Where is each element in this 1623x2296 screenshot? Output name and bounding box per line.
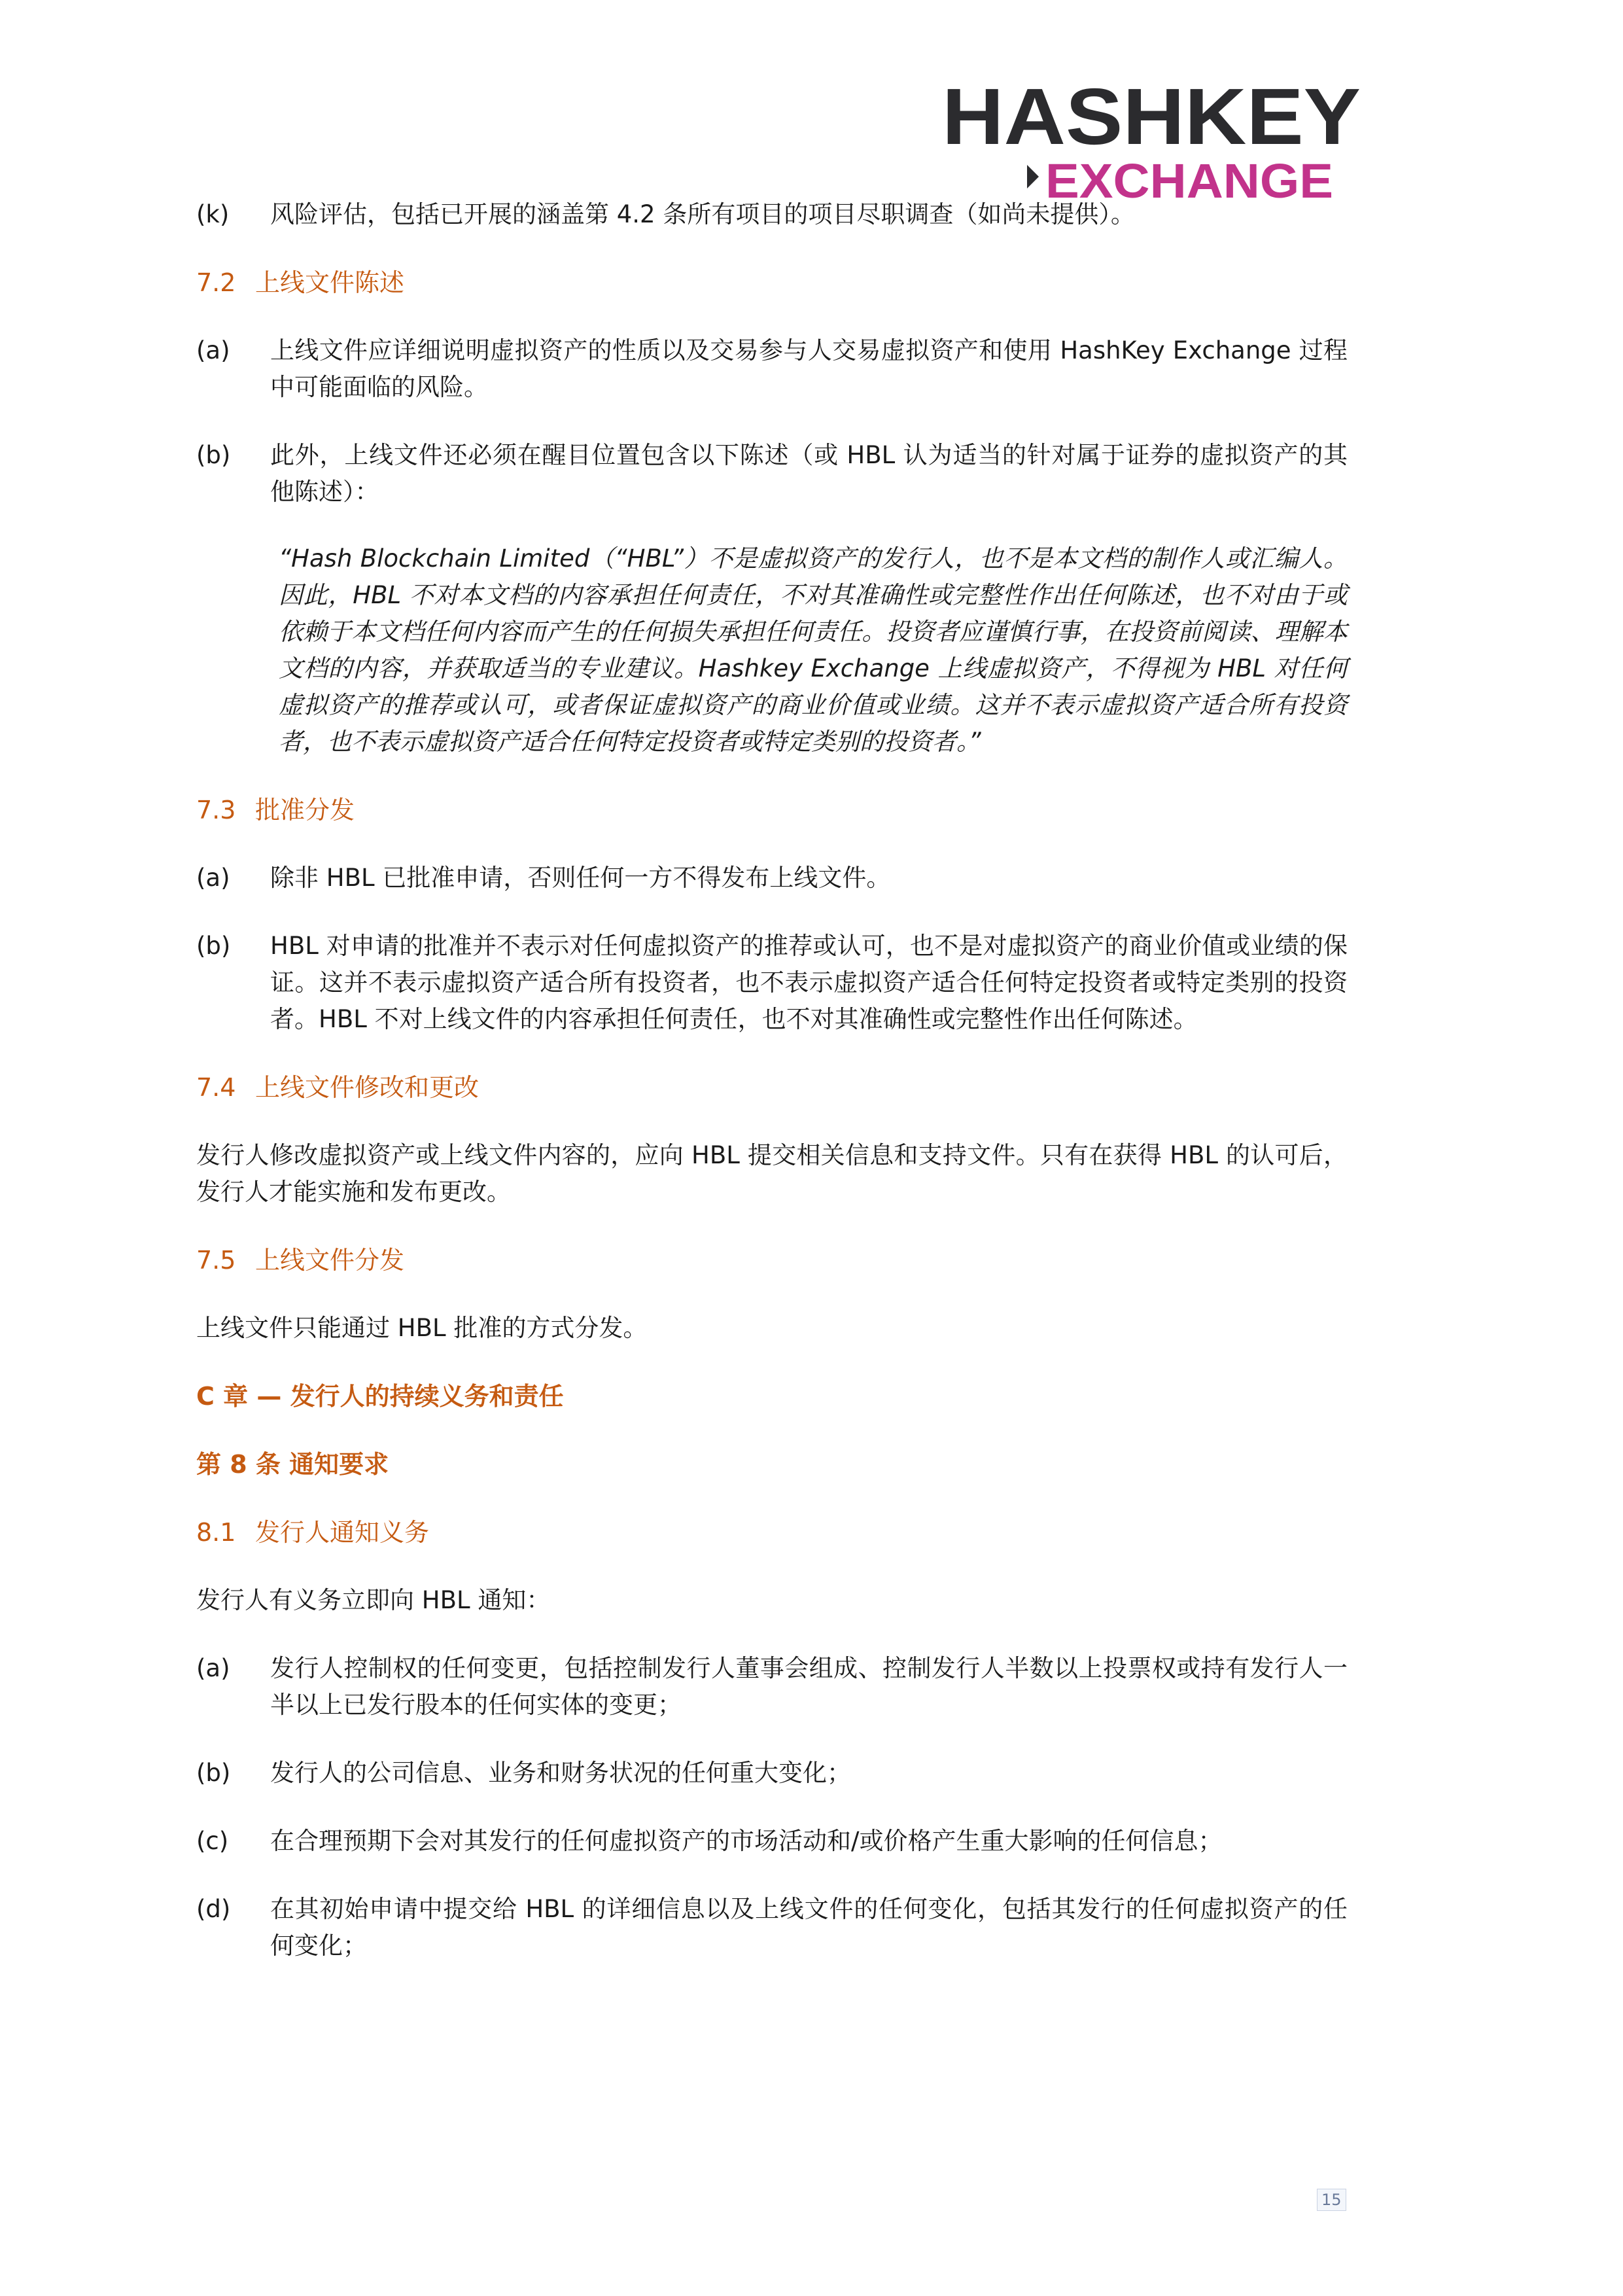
item-label: (c) xyxy=(196,1827,229,1855)
item-label: (b) xyxy=(196,441,231,469)
document-body xyxy=(196,196,1348,1964)
section-title: 上线文件陈述 xyxy=(255,268,405,297)
list-item xyxy=(196,332,1348,406)
list-item xyxy=(196,1650,1348,1723)
section-number: 7.5 xyxy=(196,1246,236,1275)
paragraph: 发行人修改虚拟资产或上线文件内容的，应向 HBL 提交相关信息和支持文件。只有在获得 HBL 的认可后，发行人才能实施和发布更改。 xyxy=(196,1141,1348,1206)
item-text: 风险评估，包括已开展的涵盖第 4.2 条所有项目的项目尽职调查（如尚未提供）。 xyxy=(270,200,1135,228)
list-item xyxy=(196,1823,1348,1860)
section-number: 7.3 xyxy=(196,796,236,824)
item-text: HBL 对申请的批准并不表示对任何虚拟资产的推荐或认可，也不是对虚拟资产的商业价值或业绩的保证。这并不表示虚拟资产适合所有投资者，也不表示虚拟资产适合任何特定投资者或特定类别的投资者。HBL 不对上线文件的内容承担任何责任，也不对其准确性或完整性作出任何陈述。 xyxy=(270,932,1348,1033)
section-number: 7.4 xyxy=(196,1073,236,1102)
item-label: (d) xyxy=(196,1895,231,1923)
section-heading-7-5 xyxy=(196,1242,1348,1279)
section-number: 8.1 xyxy=(196,1518,236,1547)
item-label: (a) xyxy=(196,1654,230,1682)
article-heading: 第 8 条 通知要求 xyxy=(196,1450,389,1479)
list-item xyxy=(196,1755,1348,1792)
item-label: (a) xyxy=(196,864,230,892)
logo-hashkey-text: HASHKEY xyxy=(942,85,1361,161)
page-number: 15 xyxy=(1317,2189,1346,2211)
section-heading-8-1 xyxy=(196,1514,1348,1551)
logo-exchange-text: EXCHANGE xyxy=(1045,154,1333,208)
item-label: (k) xyxy=(196,200,230,228)
section-title: 发行人通知义务 xyxy=(255,1518,430,1547)
section-title: 批准分发 xyxy=(255,796,355,824)
section-number: 7.2 xyxy=(196,268,236,297)
section-heading-7-2 xyxy=(196,264,1348,301)
item-text: 在其初始申请中提交给 HBL 的详细信息以及上线文件的任何变化，包括其发行的任何虚拟资产的任何变化； xyxy=(270,1895,1348,1960)
section-title: 上线文件分发 xyxy=(255,1246,405,1275)
item-label: (b) xyxy=(196,1759,231,1787)
item-label: (a) xyxy=(196,336,230,364)
list-item xyxy=(196,860,1348,896)
list-item xyxy=(196,437,1348,510)
list-item xyxy=(196,196,1348,233)
paragraph: 发行人有义务立即向 HBL 通知： xyxy=(196,1586,551,1614)
item-label: (b) xyxy=(196,932,231,960)
item-text: 上线文件应详细说明虚拟资产的性质以及交易参与人交易虚拟资产和使用 HashKey Exchange 过程中可能面临的风险。 xyxy=(270,336,1348,401)
list-item xyxy=(196,1891,1348,1964)
list-item xyxy=(196,928,1348,1038)
item-text: 发行人的公司信息、业务和财务状况的任何重大变化； xyxy=(270,1759,851,1787)
section-title: 上线文件修改和更改 xyxy=(255,1073,480,1102)
item-text: 此外，上线文件还必须在醒目位置包含以下陈述（或 HBL 认为适当的针对属于证券的虚拟资产的其他陈述）： xyxy=(270,441,1348,506)
item-text: 在合理预期下会对其发行的任何虚拟资产的市场活动和/或价格产生重大影响的任何信息； xyxy=(270,1827,1223,1855)
item-text: 除非 HBL 已批准申请，否则任何一方不得发布上线文件。 xyxy=(270,864,891,892)
paragraph: 上线文件只能通过 HBL 批准的方式分发。 xyxy=(196,1314,648,1342)
disclaimer-quote: “Hash Blockchain Limited（“HBL”）不是虚拟资产的发行人，也不是本文档的制作人或汇编人。因此，HBL 不对本文档的内容承担任何责任，不对其准确性或完整性作出任何陈述，也不对由于或依赖于本文档任何内容而产生的任何损失承担任何责任。投资者应谨慎行事，在投资前阅读、理解本文档的内容，并获取适当的专业建议。Hashkey Exchange 上线虚拟资产，不得视为 HBL 对任何虚拟资产的推荐或认可，或者保证虚拟资产的商业价值或业绩。这并不表示虚拟资产适合所有投资者，也不表示虚拟资产适合任何特定投资者或特定类别的投资者。” xyxy=(279,544,1348,756)
logo-arrow-icon xyxy=(1027,165,1039,188)
item-text: 发行人控制权的任何变更，包括控制发行人董事会组成、控制发行人半数以上投票权或持有发行人一半以上已发行股本的任何实体的变更； xyxy=(270,1654,1348,1719)
section-heading-7-3 xyxy=(196,792,1348,828)
section-heading-7-4 xyxy=(196,1069,1348,1106)
chapter-heading: C 章 — 发行人的持续义务和责任 xyxy=(196,1382,564,1411)
